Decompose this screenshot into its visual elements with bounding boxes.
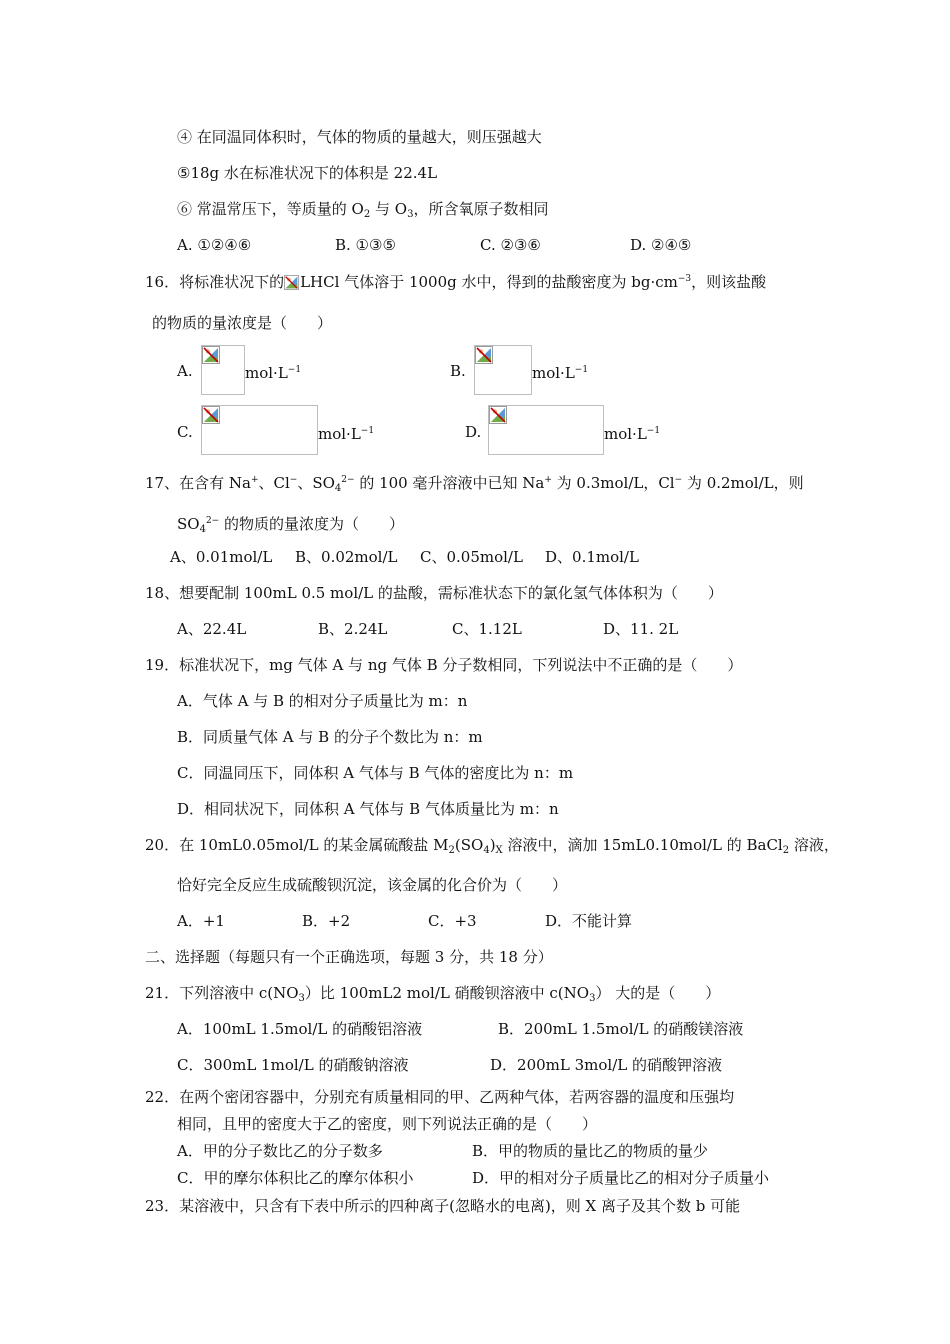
text: ⑥ 常温常压下，等质量的 O bbox=[177, 200, 364, 218]
subscript: 2 bbox=[782, 845, 790, 856]
q20-stem-line2: 恰好完全反应生成硫酸钡沉淀，该金属的化合价为（ ） bbox=[177, 876, 568, 894]
text: mol·L bbox=[604, 425, 647, 443]
superscript: −3 bbox=[677, 274, 692, 284]
text: ) bbox=[489, 836, 496, 854]
q15-item-4: ④ 在同温同体积时，气体的物质的量越大，则压强越大 bbox=[177, 128, 542, 146]
q16-option-c-unit bbox=[318, 421, 374, 444]
broken-image-icon bbox=[202, 346, 220, 364]
text: 、Cl bbox=[258, 474, 290, 492]
q22-stem-line2: 相同，且甲的密度大于乙的密度，则下列说法正确的是（ ） bbox=[177, 1115, 598, 1133]
text: (SO bbox=[454, 836, 484, 854]
q17-stem bbox=[145, 470, 804, 499]
text: 的 100 毫升溶液中已知 Na bbox=[354, 474, 545, 492]
q17-option-d: D、0.1mol/L bbox=[545, 548, 639, 566]
superscript: 2− bbox=[341, 475, 355, 485]
superscript: −1 bbox=[646, 426, 661, 436]
q17-option-b: B、0.02mol/L bbox=[295, 548, 398, 566]
q19-option-a: A．气体 A 与 B 的相对分子质量比为 m：n bbox=[177, 692, 468, 710]
text: 与 O bbox=[370, 200, 408, 218]
text: 溶液中，滴加 15mL0.10mol/L 的 BaCl bbox=[502, 836, 783, 854]
q22-option-c: C．甲的摩尔体积比乙的摩尔体积小 bbox=[177, 1169, 414, 1187]
superscript: 2− bbox=[205, 516, 220, 526]
q19-option-b: B．同质量气体 A 与 B 的分子个数比为 n：m bbox=[177, 728, 483, 746]
q15-item-6 bbox=[177, 199, 548, 225]
q22-option-a: A．甲的分子数比乙的分子数多 bbox=[177, 1142, 383, 1160]
q16-stem-line2: 的物质的量浓度是（ ） bbox=[152, 314, 333, 332]
text: LHCl 气体溶于 1000g 水中，得到的盐酸密度为 bg·cm bbox=[300, 273, 678, 291]
broken-image-icon bbox=[489, 406, 507, 424]
text: ）比 100mL2 mol/L 硝酸钡溶液中 c(NO bbox=[304, 984, 590, 1002]
q22-stem: 22．在两个密闭容器中，分别充有质量相同的甲、乙两种气体，若两容器的温度和压强均 bbox=[145, 1088, 735, 1106]
q23-stem: 23．某溶液中，只含有下表中所示的四种离子(忽略水的电离)，则 X 离子及其个数 b 可能 bbox=[145, 1197, 741, 1215]
q17-option-c: C、0.05mol/L bbox=[420, 548, 523, 566]
q17-option-a: A、0.01mol/L bbox=[170, 548, 273, 566]
formula-image bbox=[201, 405, 318, 455]
subscript: 3 bbox=[298, 993, 305, 1004]
subscript: 2 bbox=[363, 209, 371, 220]
q19-option-c: C．同温同压下，同体积 A 气体与 B 气体的密度比为 n：m bbox=[177, 764, 574, 782]
superscript: −1 bbox=[360, 426, 375, 436]
text: SO bbox=[177, 515, 200, 533]
q15-option-c: C. ②③⑥ bbox=[480, 236, 541, 254]
q15-option-d: D. ②④⑤ bbox=[630, 236, 692, 254]
q20-option-d: D．不能计算 bbox=[545, 912, 633, 930]
q16-option-b-label: B. bbox=[450, 362, 466, 380]
formula-image bbox=[201, 345, 245, 395]
text: ） 大的是（ ） bbox=[595, 984, 721, 1002]
subscript: X bbox=[495, 845, 503, 856]
text: 溶液， bbox=[789, 836, 839, 854]
subscript: 4 bbox=[199, 524, 206, 535]
q15-option-b: B. ①③⑤ bbox=[335, 236, 396, 254]
superscript: −1 bbox=[574, 365, 589, 375]
q20-option-c: C．+3 bbox=[428, 912, 477, 930]
q21-option-d: D．200mL 3mol/L 的硝酸钾溶液 bbox=[490, 1056, 722, 1074]
text: 16．将标准状况下的 bbox=[145, 273, 285, 291]
q21-option-c: C．300mL 1mol/L 的硝酸钠溶液 bbox=[177, 1056, 409, 1074]
subscript: 4 bbox=[483, 845, 490, 856]
q16-option-a-unit bbox=[245, 360, 301, 383]
q21-option-a: A．100mL 1.5mol/L 的硝酸铝溶液 bbox=[177, 1020, 423, 1038]
q15-item-5: ⑤18g 水在标准状况下的体积是 22.4L bbox=[177, 164, 438, 182]
text: mol·L bbox=[532, 364, 575, 382]
formula-image bbox=[488, 405, 604, 455]
q17-stem-line2 bbox=[177, 511, 404, 540]
text: mol·L bbox=[245, 364, 288, 382]
q16-option-d-unit bbox=[604, 421, 660, 444]
section-heading: 二、选择题（每题只有一个正确选项，每题 3 分，共 18 分） bbox=[145, 948, 553, 966]
q18-stem: 18、想要配制 100mL 0.5 mol/L 的盐酸，需标准状态下的氯化氢气体体积为（ ） bbox=[145, 584, 723, 602]
q21-option-b: B．200mL 1.5mol/L 的硝酸镁溶液 bbox=[498, 1020, 744, 1038]
broken-image-icon bbox=[202, 406, 220, 424]
subscript: 3 bbox=[589, 993, 596, 1004]
text: ，所含氧原子数相同 bbox=[413, 200, 549, 218]
text: 为 0.3mol/L，Cl bbox=[551, 474, 675, 492]
q16-option-d-label: D. bbox=[465, 423, 482, 441]
q22-option-b: B．甲的物质的量比乙的物质的量少 bbox=[472, 1142, 709, 1160]
q20-stem bbox=[145, 835, 839, 861]
q18-option-d: D、11. 2L bbox=[603, 620, 679, 638]
text: 17、在含有 Na bbox=[145, 474, 251, 492]
text: ，则该盐酸 bbox=[691, 273, 767, 291]
text: mol·L bbox=[318, 425, 361, 443]
q20-option-a: A．+1 bbox=[177, 912, 225, 930]
text: 的物质的量浓度为（ ） bbox=[219, 515, 405, 533]
q20-option-b: B．+2 bbox=[302, 912, 351, 930]
text: 为 0.2mol/L，则 bbox=[682, 474, 804, 492]
q19-option-d: D．相同状况下，同体积 A 气体与 B 气体质量比为 m：n bbox=[177, 800, 559, 818]
broken-image-icon bbox=[284, 275, 299, 290]
q18-option-b: B、2.24L bbox=[318, 620, 388, 638]
q16-stem bbox=[145, 269, 766, 292]
superscript: + bbox=[544, 475, 552, 485]
text: 20．在 10mL0.05mol/L 的某金属硫酸盐 M bbox=[145, 836, 449, 854]
q16-option-b-unit bbox=[532, 360, 588, 383]
q16-option-c-label: C. bbox=[177, 423, 193, 441]
superscript: −1 bbox=[287, 365, 302, 375]
q19-stem: 19．标准状况下，mg 气体 A 与 ng 气体 B 分子数相同，下列说法中不正确的是（ ） bbox=[145, 656, 743, 674]
subscript: 2 bbox=[448, 845, 455, 856]
broken-image-icon bbox=[475, 346, 493, 364]
superscript: − bbox=[289, 475, 298, 485]
q22-option-d: D．甲的相对分子质量比乙的相对分子质量小 bbox=[472, 1169, 770, 1187]
superscript: − bbox=[674, 475, 683, 485]
superscript: + bbox=[250, 475, 259, 485]
q15-option-a: A. ①②④⑥ bbox=[177, 236, 252, 254]
subscript: 4 bbox=[334, 483, 342, 494]
q18-option-c: C、1.12L bbox=[452, 620, 522, 638]
q16-option-a-label: A. bbox=[177, 362, 193, 380]
formula-image bbox=[474, 345, 532, 395]
text: 、SO bbox=[297, 474, 335, 492]
q21-stem bbox=[145, 983, 720, 1009]
q18-option-a: A、22.4L bbox=[177, 620, 247, 638]
subscript: 3 bbox=[407, 209, 414, 220]
text: 21．下列溶液中 c(NO bbox=[145, 984, 299, 1002]
